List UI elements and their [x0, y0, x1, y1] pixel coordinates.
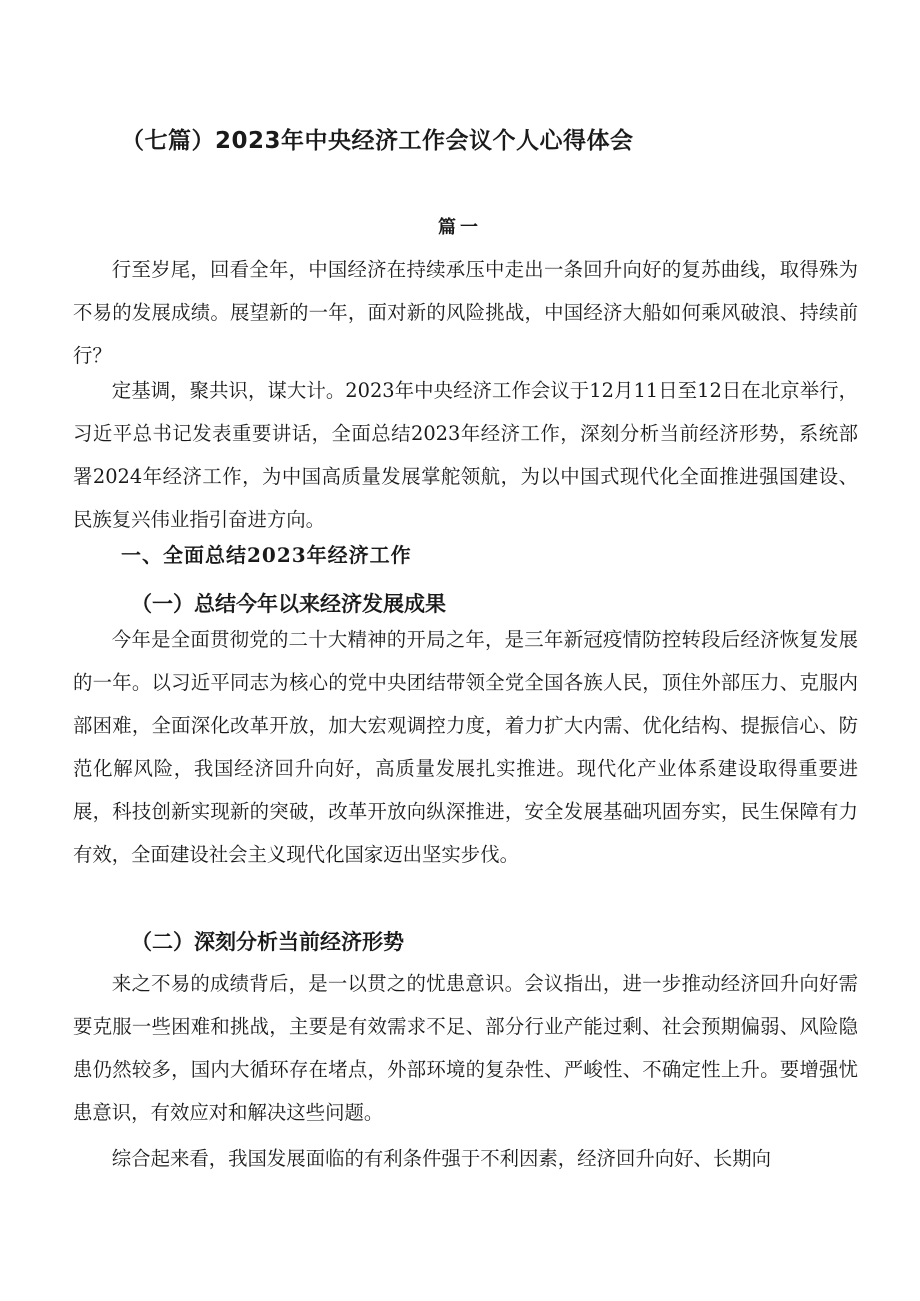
heading-sub-two: （二）深刻分析当前经济形势 — [131, 930, 404, 954]
document-title: （七篇）2023年中央经济工作会议个人心得体会 — [121, 128, 634, 154]
heading-sub-one: （一）总结今年以来经济发展成果 — [131, 592, 446, 616]
section-label: 篇一 — [438, 217, 482, 238]
paragraph-outlook: 综合起来看，我国发展面临的有利条件强于不利因素，经济回升向好、长期向 — [111, 1147, 772, 1170]
paragraph-challenges: 来之不易的成绩背后，是一以贯之的忧患意识。会议指出，进一步推动经济回升向好需要克服一些困难和挑战，主要是有效需求不足、部分行业产能过剩、社会预期偏弱、风险隐患仍然较多，国内大循环存在堵点，外部环境的复杂性、严峻性、不确定性上升。要增强忧患意识，有效应对和解决这些问题。 — [73, 972, 858, 1124]
paragraph-intro: 行至岁尾，回看全年，中国经济在持续承压中走出一条回升向好的复苏曲线，取得殊为不易的发展成绩。展望新的一年，面对新的风险挑战，中国经济大船如何乘风破浪、持续前行？ — [73, 258, 858, 367]
paragraph-achievements: 今年是全面贯彻党的二十大精神的开局之年，是三年新冠疫情防控转段后经济恢复发展的一年。以习近平同志为核心的党中央团结带领全党全国各族人民，顶住外部压力、克服内部困难，全面深化改革开放，加大宏观调控力度，着力扩大内需、优化结构、提振信心、防范化解风险，我国经济回升向好，高质量发展扎实推进。现代化产业体系建设取得重要进展，科技创新实现新的突破，改革开放向纵深推进，安全发展基础巩固夯实，民生保障有力有效，全面建设社会主义现代化国家迈出坚实步伐。 — [73, 628, 858, 866]
heading-part-one: 一、全面总结2023年经济工作 — [121, 543, 412, 567]
paragraph-meeting-overview: 定基调，聚共识，谋大计。2023年中央经济工作会议于12月11日至12日在北京举行，习近平总书记发表重要讲话，全面总结2023年经济工作，深刻分析当前经济形势，系统部署2024年经济工作，为中国高质量发展掌舵领航，为以中国式现代化全面推进强国建设、民族复兴伟业指引奋进方向。 — [73, 379, 858, 531]
